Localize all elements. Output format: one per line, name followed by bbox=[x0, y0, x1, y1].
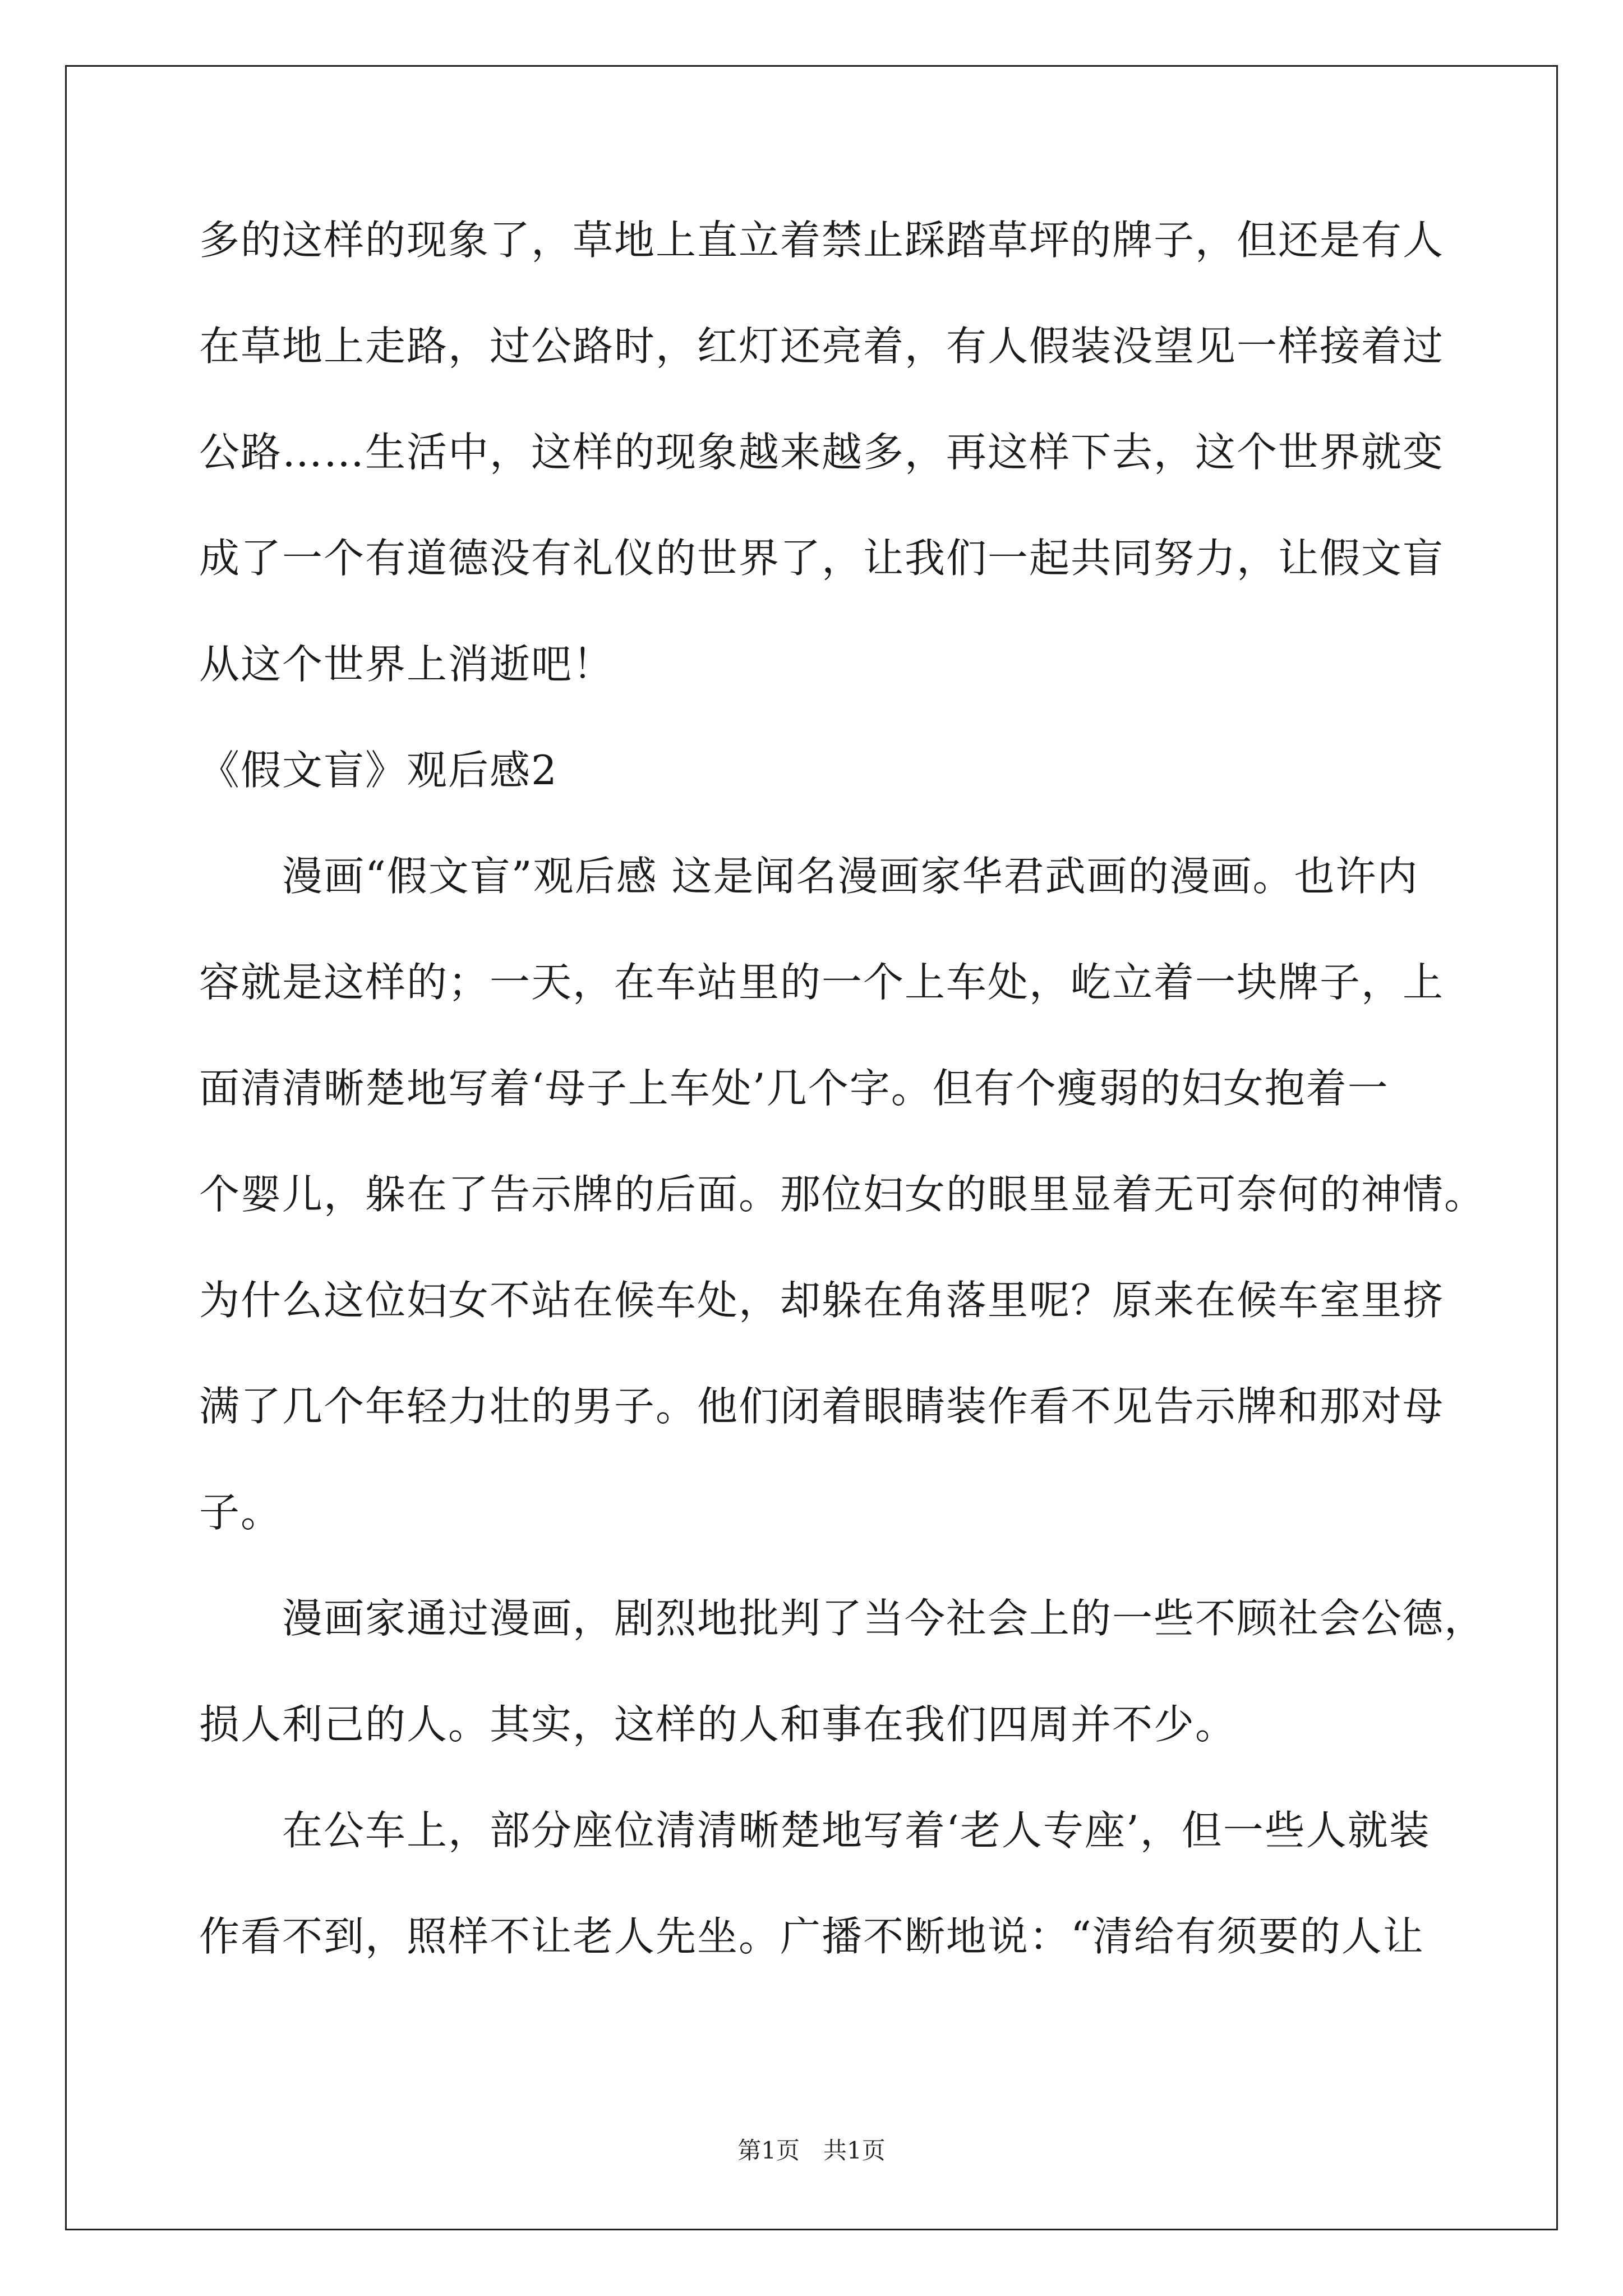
page-footer: 第1页 共1页 bbox=[737, 2137, 886, 2164]
text-line: 作看不到，照样不让老人先坐。广播不断地说：“清给有须要的人让 bbox=[199, 1913, 1424, 1960]
text-line: 为什么这位妇女不站在候车处，却躲在角落里呢？原来在候车室里挤 bbox=[199, 1277, 1445, 1324]
text-line: 成了一个有道德没有礼仪的世界了，让我们一起共同努力，让假文盲 bbox=[199, 535, 1445, 582]
text-line: 面清清晰楚地写着‘母子上车处’几个字。但有个瘦弱的妇女抱着一 bbox=[199, 1065, 1389, 1112]
paragraph-first-line: 漫画“假文盲”观后感 这是闻名漫画家华君武画的漫画。也许内 bbox=[282, 853, 1419, 900]
text-line: 容就是这样的；一天，在车站里的一个上车处，屹立着一块牌子，上 bbox=[199, 959, 1445, 1006]
text-line: 个婴儿，躲在了告示牌的后面。那位妇女的眼里显着无可奈何的神情。 bbox=[199, 1171, 1486, 1218]
text-line: 满了几个年轻力壮的男子。他们闭着眼睛装作看不见告示牌和那对母 bbox=[199, 1383, 1445, 1430]
text-line: 多的这样的现象了，草地上直立着禁止踩踏草坪的牌子，但还是有人 bbox=[199, 217, 1445, 264]
document-body bbox=[199, 213, 1486, 2016]
paragraph-first-line: 漫画家通过漫画，剧烈地批判了当今社会上的一些不顾社会公德， bbox=[282, 1595, 1486, 1642]
paragraph-first-line: 在公车上，部分座位清清晰楚地写着‘老人专座’，但一些人就装 bbox=[282, 1807, 1431, 1854]
text-line: 在草地上走路，过公路时，红灯还亮着，有人假装没望见一样接着过 bbox=[199, 323, 1445, 370]
text-line: 从这个世界上消逝吧！ bbox=[199, 641, 615, 688]
text-line: 公路……生活中，这样的现象越来越多，再这样下去，这个世界就变 bbox=[199, 429, 1445, 476]
text-line: 损人利己的人。其实，这样的人和事在我们四周并不少。 bbox=[199, 1701, 1237, 1748]
text-line: 子。 bbox=[199, 1489, 283, 1536]
section-heading: 《假文盲》观后感2 bbox=[199, 747, 558, 794]
